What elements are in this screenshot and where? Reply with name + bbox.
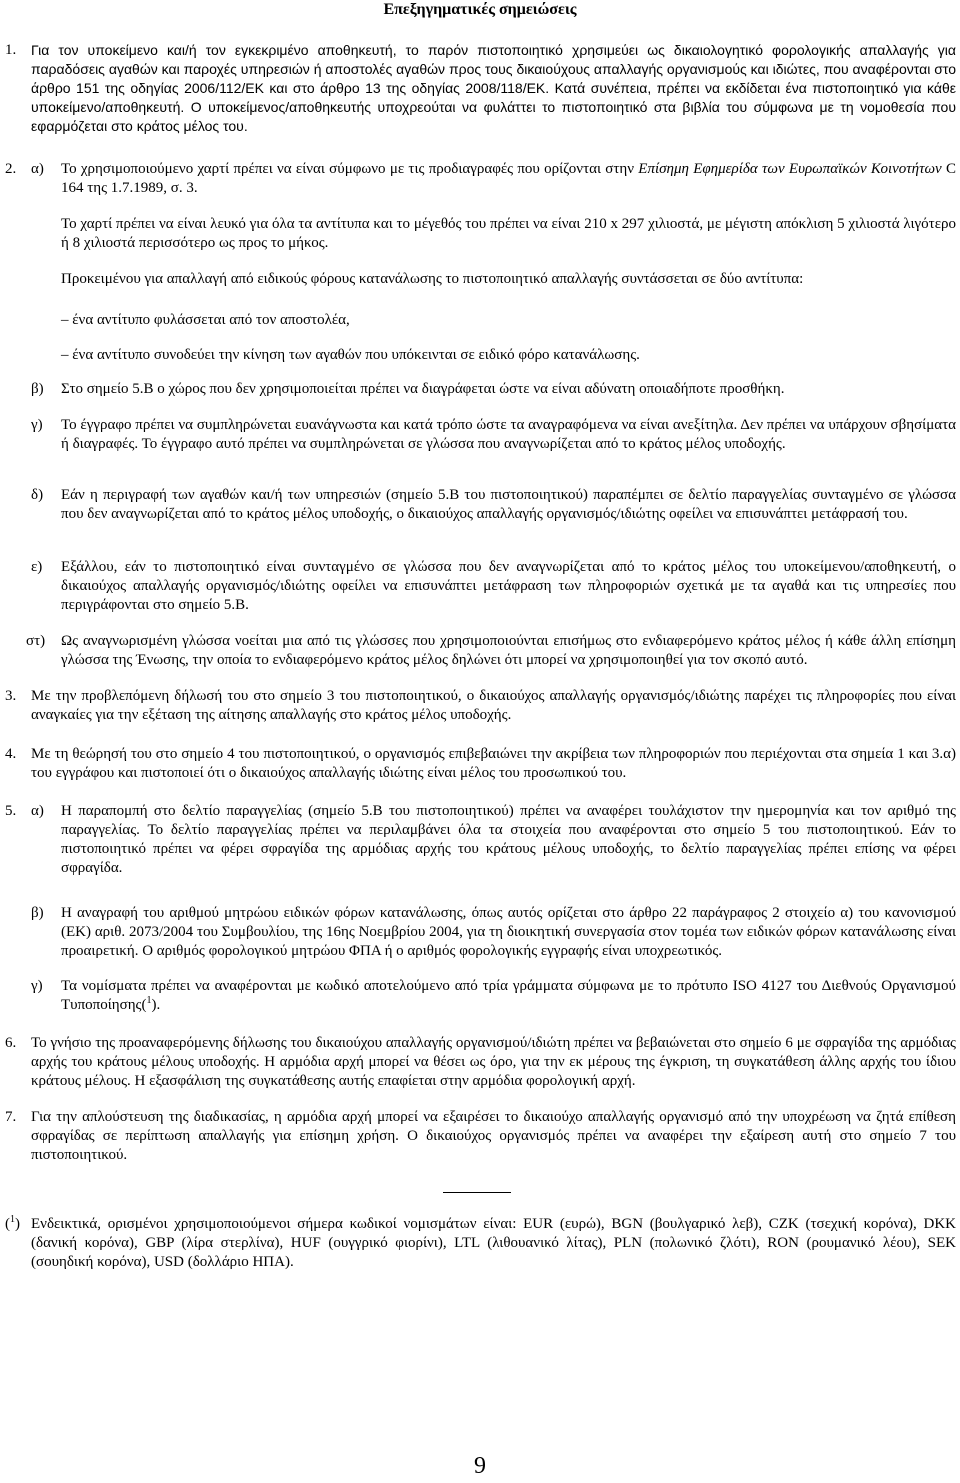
- footnote-mark-number: 1: [10, 1214, 15, 1225]
- note-1-number: 1.: [5, 42, 17, 58]
- note-6-number: 6.: [5, 1035, 17, 1051]
- note-2a-paper-spec: Το χαρτί πρέπει να είναι λευκό για όλα τα αντίτυπα και το μέγεθός του πρέπει να είναι 210 x 297 χιλιοστά, με μέγιστη απόκλιση 5 χιλιοστά λιγότερο ή 8 χιλιοστά περισσότερο ως προς το μήκος.: [61, 216, 956, 251]
- note-2-number: 2.: [5, 161, 17, 177]
- note-2a-dash-1: – ένα αντίτυπο φυλάσσεται από τον αποστολέα,: [61, 312, 350, 328]
- page-title: Επεξηγηματικές σημειώσεις: [383, 1, 577, 18]
- note-7-text: Για την απλούστευση της διαδικασίας, η αρμόδια αρχή μπορεί να εξαιρέσει το δικαιούχο απαλλαγής οργανισμό από την υποχρέωση να ζητά επίθεση σφραγίδας σε περίπτωση απαλλαγής για επίσημη χρήση. Ο δικαιούχος οργανισμός πρέπει να αναφέρει την εξαίρεση αυτή στο σημείο 7 του πιστοποιητικού.: [31, 1109, 956, 1163]
- note-5a-text: Η παραπομπή στο δελτίο παραγγελίας (σημείο 5.Β του πιστοποιητικού) πρέπει να αναφέρει τουλάχιστον την ημερομηνία και τον αριθμό της παραγγελίας. Το δελτίο παραγγελίας πρέπει να περιλαμβάνει όλα τα στοιχεία που αναφέρονται στο σημείο 5 του πιστοποιητικού. Εάν το πιστοποιητικό πρέπει να φέρει σφραγίδα της αρμόδιας αρχής του κράτους μέλους υποδοχής, το δελτίο παραγγελίας πρέπει επίσης να φέρει σφραγίδα.: [61, 803, 956, 876]
- note-5c-text: [61, 977, 956, 1015]
- note-1-text: [31, 41, 956, 136]
- note-3-number: 3.: [5, 688, 17, 704]
- note-2a-text-pre: Το χρησιμοποιούμενο χαρτί πρέπει να είναι σύμφωνο με τις προδιαγραφές που ορίζονται στην: [61, 161, 635, 177]
- official-journal-title: Επίσημη Εφημερίδα των Ευρωπαϊκών Κοινοτήτων: [638, 161, 942, 177]
- note-2c-letter: γ): [31, 417, 43, 433]
- note-5a-letter: α): [31, 803, 44, 819]
- note-1-text-b: Ο υποκείμενος/αποθηκευτής υποχρεούται να φυλάττει το πιστοποιητικό στα βιβλία του σύμφωνα με τη νομοθεσία που εφαρμόζεται στο κράτος μέλος του.: [31, 99, 957, 134]
- note-5c-text-end: ).: [151, 997, 161, 1013]
- note-6-text: Το γνήσιο της προαναφερόμενης δήλωσης του δικαιούχου απαλλαγής οργανισμού/ιδιώτη πρέπει να βεβαιώνεται στο σημείο 6 με σφραγίδα της αρμόδιας αρχής του κράτους μέλους υποδοχής. Η αρμόδια αρχή μπορεί να θέσει ως όρο, για την εκ μέρους της έγκριση, τη συγκατάθεση άλλης αρχής του ίδιου κράτους μέλους. Η εξασφάλιση της συγκατάθεσης αυτής επαφίεται στην αρμόδια φορολογική αρχή.: [31, 1035, 956, 1089]
- note-2a-dash-2: – ένα αντίτυπο συνοδεύει την κίνηση των αγαθών που υπόκεινται σε ειδικό φόρο κατανάλωσης.: [61, 347, 640, 363]
- note-5c-letter: γ): [31, 978, 43, 994]
- footnote-text: Ενδεικτικά, ορισμένοι χρησιμοποιούμενοι σήμερα κωδικοί νομισμάτων είναι: EUR (ευρώ), BGN (βουλγαρικό λεβ), CZK (τσεχική κορόνα), DKK (δανική κορόνα), GBP (λίρα στερλίνα), HUF (ουγγρικό φιορίνι), LTL (λιθουανικό λίτας), PLN (πολωνικό ζλότι), RON (ρουμανικό λέου), SEK (σουηδική κορόνα), USD (δολλάριο ΗΠΑ).: [31, 1216, 956, 1270]
- note-2a-excise-copies: Προκειμένου για απαλλαγή από ειδικούς φόρους κατανάλωσης το πιστοποιητικό απαλλαγής συντάσσεται σε δύο αντίτυπα:: [61, 271, 804, 287]
- note-3-text: Με την προβλεπόμενη δήλωσή του στο σημείο 3 του πιστοποιητικού, ο δικαιούχος απαλλαγής οργανισμός/ιδιώτης παρέχει τις πληροφορίες που είναι αναγκαίες για την εξέταση της αίτησης απαλλαγής στο κράτος μέλος υποδοχής.: [31, 688, 956, 723]
- note-2e-text: Εξάλλου, εάν το πιστοποιητικό είναι συνταγμένο σε γλώσσα που δεν αναγνωρίζεται από το κράτος μέλος του υποκείμενου/αποθηκευτή, ο δικαιούχος απαλλαγής οργανισμός/ιδιώτης οφείλει να επισυνάπτει μετάφραση των πληροφοριών σχετικά με τα αγαθά και τις υπηρεσίες που περιγράφονται στο σημείο 5.Β.: [61, 559, 956, 613]
- note-2f-text: Ως αναγνωρισμένη γλώσσα νοείται μια από τις γλώσσες που χρησιμοποιούνται επισήμως στο ενδιαφερόμενο κράτος μέλος ή κάθε άλλη επίσημη γλώσσα της Ένωσης, την οποία το ενδιαφερόμενο κράτος μέλος δηλώνει ότι μπορεί να χρησιμοποιηθεί για τον σκοπό αυτό.: [61, 633, 956, 668]
- note-2c-text: Το έγγραφο πρέπει να συμπληρώνεται ευανάγνωστα και κατά τρόπο ώστε τα αναγραφόμενα να είναι ανεξίτηλα. Δεν πρέπει να υπάρχουν σβησίματα ή διαγραφές. Το έγγραφο αυτό πρέπει να συμπληρώνεται σε γλώσσα που αναγνωρίζεται από το κράτος μέλος υποδοχής.: [61, 417, 956, 452]
- note-5b-text: Η αναγραφή του αριθμού μητρώου ειδικών φόρων κατανάλωσης, όπως αυτός ορίζεται στο άρθρο 22 παράγραφος 2 στοιχείο α) του κανονισμού (ΕΚ) αριθ. 2073/2004 του Συμβουλίου, της 16ης Νοεμβρίου 2004, για τη διοικητική συνεργασία στον τομέα των ειδικών φόρων κατανάλωσης είναι προαιρετική. Ο αριθμός φορολογικού μητρώου ΦΠΑ ή ο αριθμός φορολογικής εγγραφής είναι υποχρεωτικός.: [61, 905, 956, 959]
- note-2a-text: [61, 160, 956, 198]
- note-4-text: Με τη θεώρησή του στο σημείο 4 του πιστοποιητικού, ο οργανισμός επιβεβαιώνει την ακρίβεια των πληροφοριών που περιέχονται στα σημεία 1 και 3.α) του εγγράφου και πιστοποιεί ότι ο δικαιούχος απαλλαγής ιδιώτης είναι μέλος του προσωπικού του.: [31, 746, 956, 781]
- note-4-number: 4.: [5, 746, 17, 762]
- note-1-text-a: Για τον υποκείμενο και/ή τον εγκεκριμένο αποθηκευτή, το παρόν πιστοποιητικό χρησιμεύει ως δικαιολογητικό φορολογικής απαλλαγής για παραδόσεις αγαθών και παροχές υπηρεσιών ή αποστολές αγαθών προς τους δικαιούχους απαλλαγής οργανισμούς και ιδιώτες, που αναφέρονται στο άρθρο 151 της οδηγίας 2006/112/ΕΚ και στο άρθρο 13 της οδηγίας 2008/118/ΕΚ. Κατά συνέπεια, πρέπει να εκδίδεται ένα πιστοποιητικό για κάθε υποκείμενο/αποθηκευτή.: [31, 42, 956, 115]
- note-5c-text-body: Τα νομίσματα πρέπει να αναφέρονται με κωδικό αποτελούμενο από τρία γράμματα σύμφωνα με το πρότυπο ISO 4127 του Διεθνούς Οργανισμού Τυποποίησης(: [61, 978, 956, 1013]
- footnote-mark-close: ): [15, 1216, 20, 1232]
- footnote-reference: 1: [146, 995, 152, 1006]
- note-2b-letter: β): [31, 381, 44, 397]
- note-2a-letter: α): [31, 161, 44, 177]
- note-5-number: 5.: [5, 803, 17, 819]
- footnote-mark: [5, 1215, 20, 1234]
- footnote-mark-open: (: [5, 1216, 10, 1232]
- page-number: 9: [474, 1453, 486, 1479]
- note-2e-letter: ε): [31, 559, 43, 575]
- note-7-number: 7.: [5, 1109, 17, 1125]
- note-5b-letter: β): [31, 905, 44, 921]
- footnote-separator: [443, 1192, 511, 1193]
- note-2d-text: Εάν η περιγραφή των αγαθών και/ή των υπηρεσιών (σημείο 5.Β του πιστοποιητικού) παραπέμπει σε δελτίο παραγγελίας συνταγμένο σε γλώσσα που δεν αναγνωρίζεται από το κράτος μέλος υποδοχής, ο δικαιούχος απαλλαγής οργανισμός/ιδιώτης οφείλει να επισυνάπτει μετάφρασή του.: [61, 487, 956, 522]
- note-2f-letter: στ): [26, 633, 46, 649]
- note-2a-text-post: C 164 της 1.7.1989, σ. 3.: [61, 161, 956, 196]
- note-2b-text: Στο σημείο 5.Β ο χώρος που δεν χρησιμοποιείται πρέπει να διαγράφεται ώστε να είναι αδύνατη οποιαδήποτε προσθήκη.: [61, 381, 785, 397]
- note-2d-letter: δ): [31, 487, 44, 503]
